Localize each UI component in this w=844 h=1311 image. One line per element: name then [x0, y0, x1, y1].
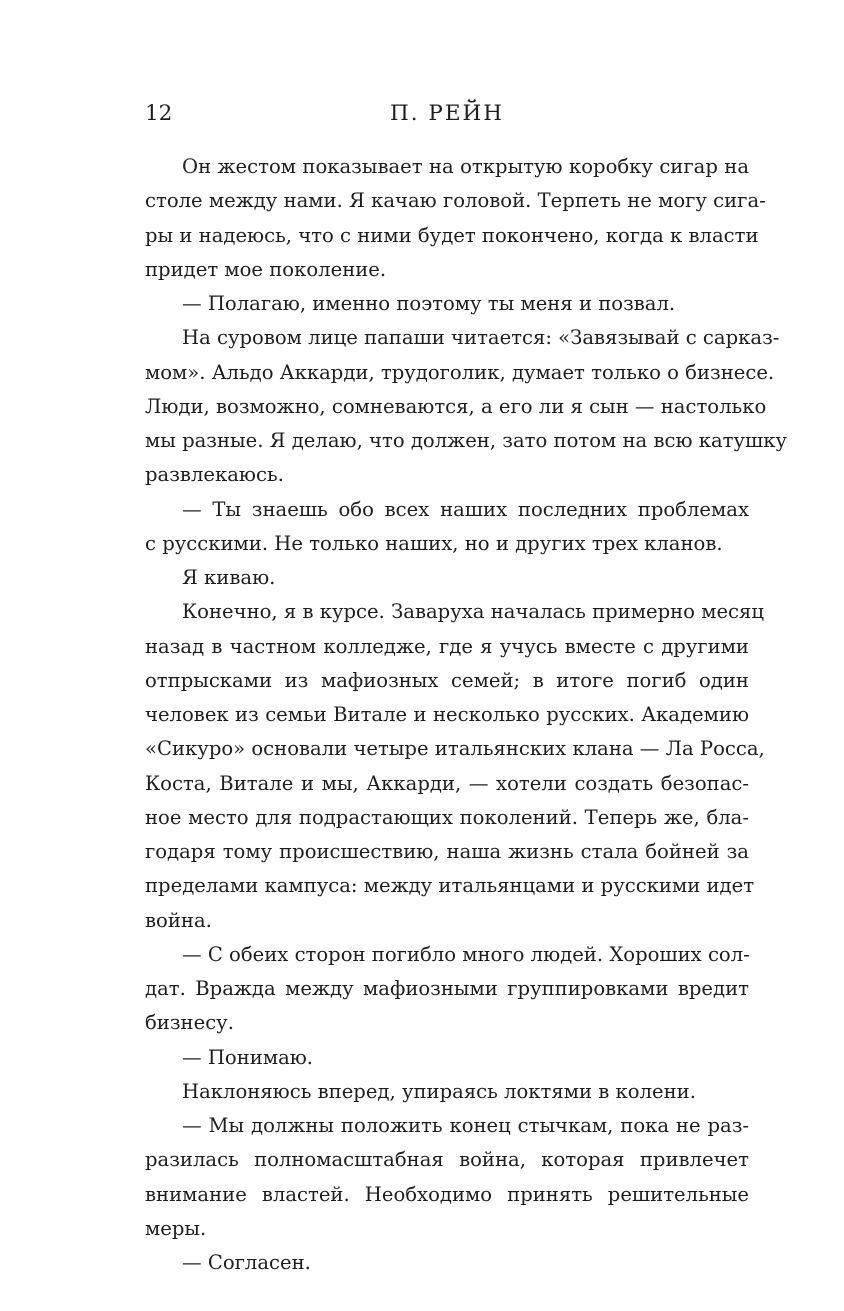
text-line: — С обеих сторон погибло много людей. Хороших сол-: [182, 942, 750, 966]
text-line: назад в частном колледже, где я учусь вместе с другими: [145, 634, 749, 658]
text-line: меры.: [145, 1216, 207, 1240]
text-line: пределами кампуса: между итальянцами и русскими идет: [145, 874, 755, 898]
text-line: Он жестом показывает на открытую коробку сигар на: [182, 155, 749, 178]
text-line: — Ты знаешь обо всех наших последних проблемах: [182, 497, 749, 521]
text-line: война.: [145, 908, 212, 932]
text-line: Наклоняюсь вперед, упираясь локтями в колени.: [182, 1079, 696, 1103]
body-text: [145, 150, 788, 1280]
text-line: — Полагаю, именно поэтому ты меня и позвал.: [182, 292, 676, 315]
text-line: Люди, возможно, сомневаются, а его ли я сын — настолько: [145, 394, 767, 418]
text-line: дат. Вражда между мафиозными группировками вредит: [145, 977, 749, 1000]
text-line: бизнесу.: [145, 1011, 234, 1035]
text-line: Конечно, я в курсе. Заваруха началась примерно месяц: [182, 600, 764, 624]
text-line: человек из семьи Витале и несколько русских. Академию: [145, 703, 749, 726]
text-line: разилась полномасштабная война, которая привлечет: [145, 1148, 749, 1172]
text-line: отпрысками из мафиозных семей; в итоге погиб один: [145, 668, 749, 692]
text-line: развлекаюсь.: [145, 463, 284, 487]
text-line: столе между нами. Я качаю головой. Терпеть не могу сига-: [145, 189, 766, 213]
text-line: Коста, Витале и мы, Аккарди, — хотели создать безопас-: [145, 771, 749, 795]
page-number: 12: [145, 101, 173, 126]
text-line: — Мы должны положить конец стычкам, пока не раз-: [182, 1114, 749, 1137]
text-line: ное место для подрастающих поколений. Теперь же, бла-: [145, 805, 749, 829]
running-head: [145, 96, 749, 132]
text-line: Я киваю.: [182, 566, 276, 589]
text-line: годаря тому происшествию, наша жизнь стала бойней за: [145, 840, 749, 863]
text-line: с русскими. Не только наших, но и других трех кланов.: [145, 531, 723, 555]
text-line: ры и надеюсь, что с ними будет покончено, когда к власти: [145, 223, 759, 247]
text-line: мы разные. Я делаю, что должен, зато потом на всю катушку: [145, 429, 788, 452]
text-line: внимание властей. Необходимо принять решительные: [145, 1182, 749, 1206]
text-line: придет мое поколение.: [145, 257, 387, 281]
text-line: мом». Альдо Аккарди, трудоголик, думает только о бизнесе.: [145, 360, 775, 384]
text-line: «Сикуро» основали четыре итальянских клана — Ла Росса,: [145, 737, 765, 761]
running-head-author: П. РЕЙН: [389, 101, 505, 126]
text-line: — Понимаю.: [182, 1045, 314, 1069]
text-line: — Согласен.: [182, 1251, 311, 1274]
text-line: На суровом лице папаши читается: «Завязывай с сарказ-: [182, 326, 780, 350]
